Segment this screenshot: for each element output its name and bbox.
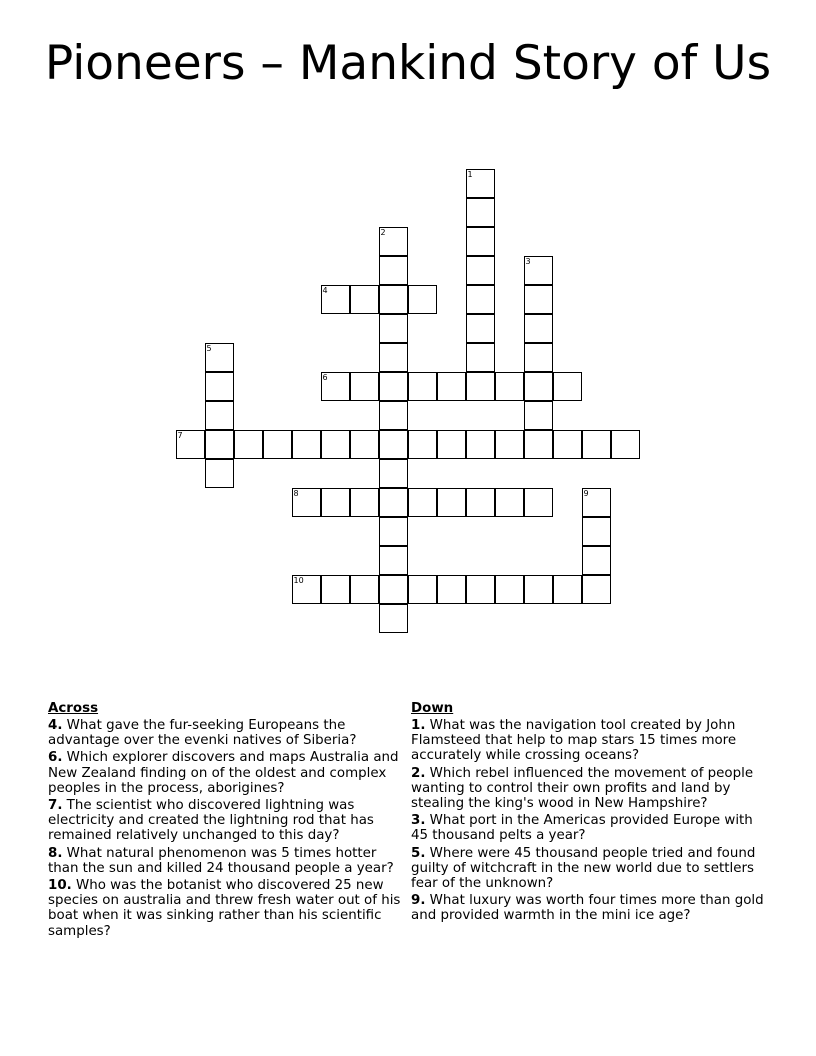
crossword-cell[interactable] bbox=[408, 488, 437, 517]
crossword-cell[interactable] bbox=[408, 285, 437, 314]
down-clue-3: 3. What port in the Americas provided Europe with 45 thousand pelts a year? bbox=[411, 813, 753, 844]
crossword-cell[interactable] bbox=[466, 430, 495, 459]
crossword-cell[interactable] bbox=[205, 430, 234, 459]
crossword-cell[interactable] bbox=[524, 372, 553, 401]
crossword-cell[interactable] bbox=[379, 517, 408, 546]
crossword-cell[interactable] bbox=[379, 256, 408, 285]
crossword-cell[interactable] bbox=[524, 285, 553, 314]
crossword-cell[interactable] bbox=[292, 488, 321, 517]
down-clue-5: 5. Where were 45 thousand people tried and found guilty of witchcraft in the new world due to settlers fear of the unknown? bbox=[411, 845, 756, 892]
crossword-cell[interactable] bbox=[524, 314, 553, 343]
crossword-cell[interactable] bbox=[379, 227, 408, 256]
crossword-cell[interactable] bbox=[524, 575, 553, 604]
crossword-cell[interactable] bbox=[495, 575, 524, 604]
crossword-cell[interactable] bbox=[379, 401, 408, 430]
crossword-cell[interactable] bbox=[466, 575, 495, 604]
crossword-cell[interactable] bbox=[582, 517, 611, 546]
crossword-cell[interactable] bbox=[408, 372, 437, 401]
crossword-cell[interactable] bbox=[466, 169, 495, 198]
crossword-cell[interactable] bbox=[495, 430, 524, 459]
down-heading: Down bbox=[411, 701, 454, 716]
crossword-cell[interactable] bbox=[263, 430, 292, 459]
crossword-cell[interactable] bbox=[437, 372, 466, 401]
crossword-cell[interactable] bbox=[292, 430, 321, 459]
crossword-cell[interactable] bbox=[466, 227, 495, 256]
crossword-cell[interactable] bbox=[466, 198, 495, 227]
clue-number: 8 bbox=[293, 488, 299, 498]
clue-number: 9 bbox=[583, 488, 589, 498]
crossword-cell[interactable] bbox=[553, 575, 582, 604]
crossword-cell[interactable] bbox=[350, 430, 379, 459]
crossword-cell[interactable] bbox=[321, 285, 350, 314]
crossword-cell[interactable] bbox=[321, 575, 350, 604]
crossword-cell[interactable] bbox=[205, 343, 234, 372]
crossword-cell[interactable] bbox=[466, 372, 495, 401]
crossword-cell[interactable] bbox=[205, 372, 234, 401]
crossword-cell[interactable] bbox=[292, 575, 321, 604]
crossword-cell[interactable] bbox=[350, 575, 379, 604]
crossword-cell[interactable] bbox=[466, 314, 495, 343]
crossword-cell[interactable] bbox=[466, 488, 495, 517]
crossword-cell[interactable] bbox=[437, 430, 466, 459]
crossword-cell[interactable] bbox=[205, 401, 234, 430]
crossword-cell[interactable] bbox=[379, 314, 408, 343]
clue-number: 2 bbox=[380, 227, 386, 237]
clue-number: 7 bbox=[177, 430, 183, 440]
crossword-cell[interactable] bbox=[350, 285, 379, 314]
down-clues bbox=[411, 701, 771, 926]
crossword-cell[interactable] bbox=[408, 430, 437, 459]
down-clue-2: 2. Which rebel influenced the movement of people wanting to control their own profits and land by stealing the king's wood in New Hampshire? bbox=[411, 765, 754, 812]
crossword-cell[interactable] bbox=[582, 488, 611, 517]
crossword-cell[interactable] bbox=[350, 488, 379, 517]
clue-number: 3 bbox=[525, 256, 531, 266]
crossword-cell[interactable] bbox=[234, 430, 263, 459]
crossword-cell[interactable] bbox=[379, 488, 408, 517]
crossword-cell[interactable] bbox=[379, 372, 408, 401]
crossword-cell[interactable] bbox=[553, 430, 582, 459]
across-clues bbox=[48, 701, 404, 941]
crossword-cell[interactable] bbox=[437, 488, 466, 517]
across-clue-4: 4. What gave the fur-seeking Europeans the advantage over the evenki natives of Siberia? bbox=[48, 718, 357, 749]
crossword-cell[interactable] bbox=[524, 488, 553, 517]
crossword-cell[interactable] bbox=[524, 401, 553, 430]
crossword-cell[interactable] bbox=[321, 430, 350, 459]
clue-number: 1 bbox=[467, 169, 473, 179]
crossword-cell[interactable] bbox=[524, 256, 553, 285]
across-heading: Across bbox=[48, 701, 99, 716]
crossword-cell[interactable] bbox=[466, 343, 495, 372]
crossword-cell[interactable] bbox=[379, 575, 408, 604]
across-clue-10: 10. Who was the botanist who discovered 25 new species on australia and threw fresh water out of his boat when it was sinking rather than his scientific samples? bbox=[48, 878, 401, 939]
crossword-cell[interactable] bbox=[524, 343, 553, 372]
crossword-cell[interactable] bbox=[553, 372, 582, 401]
crossword-cell[interactable] bbox=[466, 285, 495, 314]
crossword-cell[interactable] bbox=[408, 575, 437, 604]
crossword-cell[interactable] bbox=[379, 343, 408, 372]
clue-number: 5 bbox=[206, 343, 212, 353]
crossword-cell[interactable] bbox=[205, 459, 234, 488]
crossword-cell[interactable] bbox=[176, 430, 205, 459]
crossword-cell[interactable] bbox=[466, 256, 495, 285]
crossword-cell[interactable] bbox=[437, 575, 466, 604]
crossword-cell[interactable] bbox=[495, 372, 524, 401]
across-clue-7: 7. The scientist who discovered lightning was electricity and created the lightning rod that has remained relatively unchanged to this day? bbox=[48, 798, 374, 844]
clue-number: 4 bbox=[322, 285, 328, 295]
crossword-cell[interactable] bbox=[379, 604, 408, 633]
crossword-cell[interactable] bbox=[611, 430, 640, 459]
clue-number: 6 bbox=[322, 372, 328, 382]
crossword-cell[interactable] bbox=[379, 459, 408, 488]
crossword-cell[interactable] bbox=[582, 546, 611, 575]
down-clue-1: 1. What was the navigation tool created by John Flamsteed that help to map stars 15 times more accurately while crossing oceans? bbox=[411, 718, 737, 764]
page-title: Pioneers – Mankind Story of Us bbox=[44, 36, 772, 91]
across-clue-6: 6. Which explorer discovers and maps Australia and New Zealand finding on of the oldest and complex peoples in the process, aborigines? bbox=[48, 750, 399, 796]
down-clue-9: 9. What luxury was worth four times more than gold and provided warmth in the mini ice age? bbox=[411, 893, 764, 924]
crossword-cell[interactable] bbox=[582, 575, 611, 604]
clue-number: 10 bbox=[293, 575, 304, 585]
crossword-cell[interactable] bbox=[379, 430, 408, 459]
crossword-cell[interactable] bbox=[350, 372, 379, 401]
crossword-cell[interactable] bbox=[321, 488, 350, 517]
crossword-cell[interactable] bbox=[582, 430, 611, 459]
crossword-cell[interactable] bbox=[379, 546, 408, 575]
across-clue-8: 8. What natural phenomenon was 5 times hotter than the sun and killed 24 thousand people a year? bbox=[48, 845, 394, 876]
crossword-cell[interactable] bbox=[524, 430, 553, 459]
crossword-cell[interactable] bbox=[379, 285, 408, 314]
crossword-cell[interactable] bbox=[495, 488, 524, 517]
crossword-cell[interactable] bbox=[321, 372, 350, 401]
